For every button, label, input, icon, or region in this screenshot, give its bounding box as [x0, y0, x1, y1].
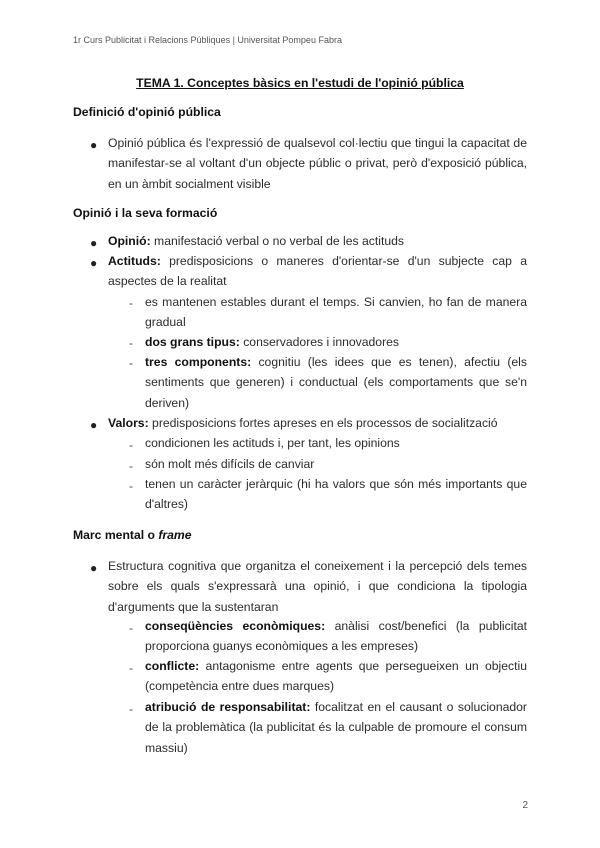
dash-marker: - — [129, 296, 133, 310]
dash-marker: - — [129, 479, 133, 493]
frame-paragraph: Estructura cognitiva que organitza el coneixement i la percepció dels temes sobre els quals s'expressarà una opinió, i que condiciona la tipologia d'arguments que la sustentaran — [108, 559, 527, 614]
list-item-valors — [108, 413, 527, 433]
term: Actituds: — [108, 254, 161, 268]
list-item-opinio — [108, 231, 527, 251]
bullet-marker: ● — [90, 561, 98, 575]
definition-paragraph: Opinió pública és l'expressió de qualsevol col·lectiu que tingui la capacitat de manifestar-se al voltant d'un objecte públic o privat, però d'exposició pública, en un àmbit socialment visible — [108, 136, 527, 191]
term-definition: predisposicions o maneres d'orientar-se d'un subjecte cap a aspectes de la realitat — [108, 254, 527, 289]
term-definition: focalitzat en el causant o solucionador de la problemàtica (la publicitat és la culpable de promoure el consum massiu) — [145, 700, 527, 755]
bullet-marker: ● — [90, 418, 98, 432]
sub-item — [145, 332, 527, 352]
heading-italic-text: frame — [158, 528, 192, 542]
dash-marker: - — [129, 459, 133, 473]
sub-item: condicionen les actituds i, per tant, les opinions — [145, 436, 400, 450]
sub-item — [145, 656, 527, 697]
bullet-marker: ● — [90, 256, 98, 270]
sub-item: són molt més difícils de canviar — [145, 457, 315, 471]
dash-marker: - — [129, 336, 133, 350]
term: tres components: — [145, 355, 252, 369]
section-heading-definicio: Definició d'opinió pública — [73, 105, 221, 119]
sub-item: tenen un caràcter jeràrquic (hi ha valors que són més importants que d'altres) — [145, 477, 527, 512]
sub-item — [145, 616, 527, 657]
term: atribució de responsabilitat: — [145, 700, 311, 714]
running-header: 1r Curs Publicitat i Relacions Públiques | Universitat Pompeu Fabra — [73, 35, 342, 45]
term-definition: manifestació verbal o no verbal de les actituds — [150, 234, 405, 248]
bullet-marker: ● — [90, 138, 98, 152]
dash-marker: - — [129, 438, 133, 452]
term: Opinió: — [108, 234, 151, 248]
term-definition: conservadores i innovadores — [239, 335, 400, 349]
sub-item — [145, 697, 527, 758]
term: dos grans tipus: — [145, 335, 240, 349]
section-heading-frame — [73, 528, 192, 542]
heading-text: Marc mental o — [73, 528, 159, 542]
dash-marker: - — [129, 661, 133, 675]
term-definition: anàlisi cost/benefici (la publicitat proporciona guanys econòmiques a les empreses) — [145, 619, 527, 654]
term-definition: cognitiu (les idees que es tenen), afectiu (els sentiments que generen) i conductual (els comportaments que se'n deriven) — [145, 355, 527, 410]
term-definition: predisposicions fortes apreses en els processos de socialització — [148, 416, 498, 430]
sub-item — [145, 352, 527, 413]
page-number: 2 — [522, 800, 528, 811]
bullet-marker: ● — [90, 236, 98, 250]
list-item-actituds — [108, 251, 527, 292]
term-definition: antagonisme entre agents que persegueixen un objectiu (competència entre dues marques) — [145, 659, 527, 694]
term: Valors: — [108, 416, 149, 430]
page-title: TEMA 1. Conceptes bàsics en l'estudi de l'opinió pública — [136, 76, 464, 90]
dash-marker: - — [129, 621, 133, 635]
dash-marker: - — [129, 702, 133, 716]
term: conflicte: — [145, 659, 200, 673]
term: conseqüències econòmiques: — [145, 619, 326, 633]
sub-item: es mantenen estables durant el temps. Si canvien, ho fan de manera gradual — [145, 295, 527, 330]
dash-marker: - — [129, 356, 133, 370]
section-heading-opinio: Opinió i la seva formació — [73, 206, 218, 220]
